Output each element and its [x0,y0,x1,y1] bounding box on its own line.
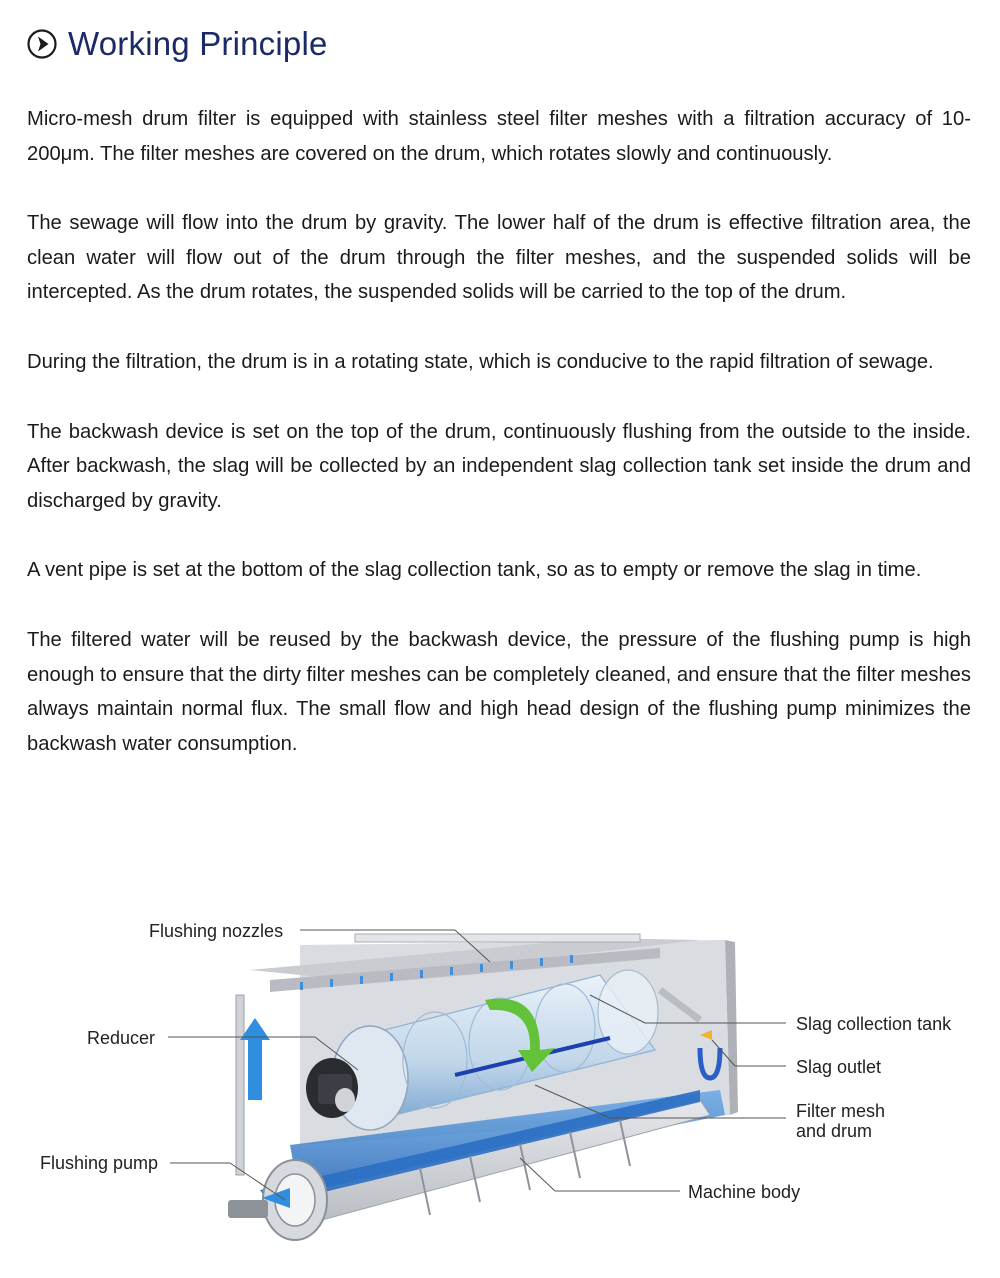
paragraph-flushing-pump: The filtered water will be reused by the backwash device, the pressure of the flushing pump is high enough to ensure that the dirty filter meshes can be completely cleaned, and ensure that the filter meshes always maintain normal flux. The small flow and high head design of the flushing pump minimizes the backwash water consumption. [27,628,971,755]
drum-filter-diagram [0,900,1000,1278]
label-machine-body: Machine body [688,1182,801,1202]
label-slag-outlet: Slag outlet [796,1057,882,1077]
page-title: Working Principle [68,25,328,62]
label-and-drum: and drum [796,1121,873,1141]
label-reducer: Reducer [87,1028,156,1048]
label-filter-mesh: Filter mesh [796,1101,886,1121]
body-text [27,102,971,796]
circled-arrow-right-icon [26,28,58,60]
paragraph-intro: Micro-mesh drum filter is equipped with stainless steel filter meshes with a filtration accuracy of 10-200μm. The filter meshes are covered on the drum, which rotates slowly and continuously. [27,108,971,165]
paragraph-rotation: During the filtration, the drum is in a rotating state, which is conducive to the rapid filtration of sewage. [27,350,934,373]
label-slag-collection-tank: Slag collection tank [796,1014,952,1034]
section-heading [26,22,328,66]
paragraph-vent-pipe: A vent pipe is set at the bottom of the slag collection tank, so as to empty or remove the slag in time. [27,559,922,582]
return-pipe [236,995,270,1175]
drum-filter-illustration [0,900,1000,1278]
label-flushing-pump: Flushing pump [40,1153,159,1173]
label-flushing-nozzles: Flushing nozzles [149,921,284,941]
reducer-motor [306,1058,358,1118]
paragraph-backwash: The backwash device is set on the top of the drum, continuously flushing from the outside to the inside. After backwash, the slag will be collected by an independent slag collection tank set inside the drum and discharged by gravity. [27,420,971,512]
paragraph-gravity-flow: The sewage will flow into the drum by gravity. The lower half of the drum is effective filtration area, the clean water will flow out of the drum through the filter meshes, and the suspended solids will be intercepted. As the drum rotates, the suspended solids will be carried to the top of the drum. [27,212,971,304]
